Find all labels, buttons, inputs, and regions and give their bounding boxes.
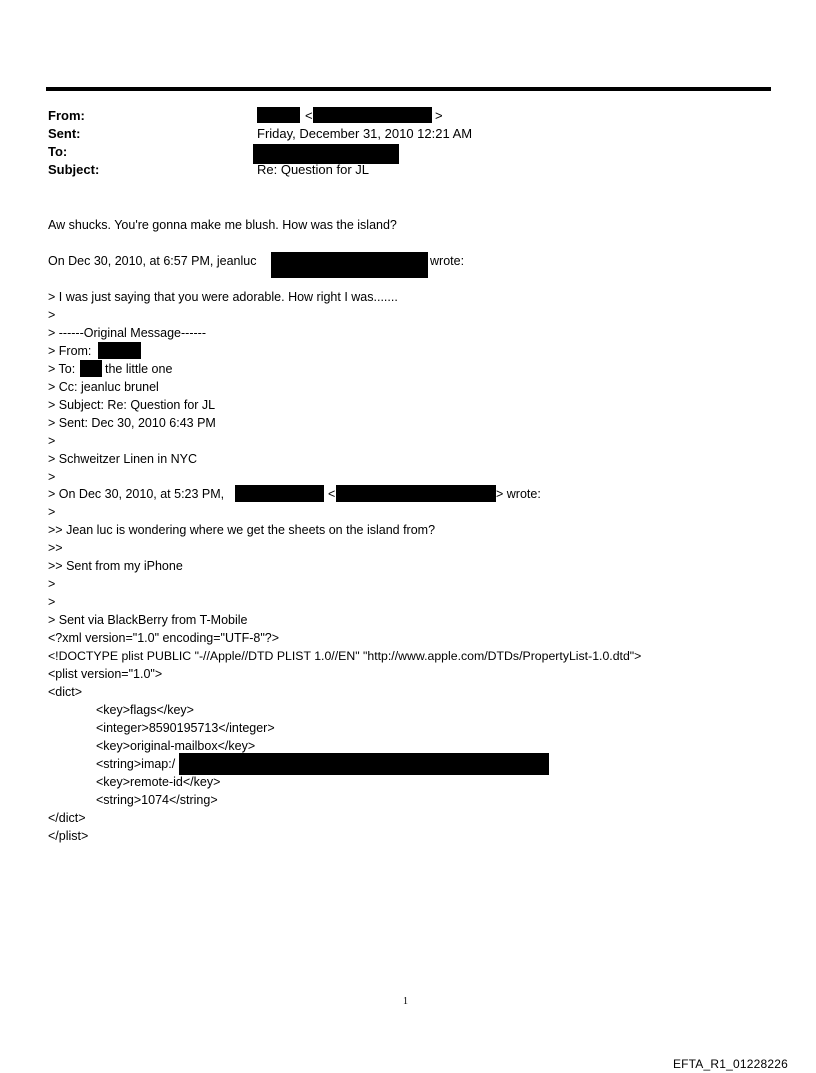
redaction-orig-from — [98, 342, 141, 359]
body-line: </dict> — [48, 811, 86, 825]
redaction-from-email — [313, 107, 432, 123]
body-line: <dict> — [48, 685, 83, 699]
from-bracket-close: > — [435, 108, 443, 123]
body-line: <key>flags</key> — [96, 703, 194, 717]
body-line: > ------Original Message------ — [48, 326, 206, 340]
body-line: the little one — [105, 362, 173, 376]
body-line: <key>remote-id</key> — [96, 775, 221, 789]
from-bracket-open: < — [305, 108, 313, 123]
body-line: <?xml version="1.0" encoding="UTF-8"?> — [48, 631, 280, 645]
body-line: <plist version="1.0"> — [48, 667, 163, 681]
body-line: > — [48, 577, 56, 591]
page-number: 1 — [403, 996, 408, 1007]
sent-label: Sent: — [48, 126, 81, 141]
body-line: > Sent via BlackBerry from T-Mobile — [48, 613, 248, 627]
redaction-sender-email — [271, 252, 428, 278]
redaction-imap-path — [179, 753, 549, 775]
document-id: EFTA_R1_01228226 — [672, 1057, 788, 1071]
redaction-reply-email — [336, 485, 496, 502]
body-line: > From: — [48, 344, 92, 358]
to-label: To: — [48, 144, 68, 159]
body-line: > Cc: jeanluc brunel — [48, 380, 159, 394]
body-line: <integer>8590195713</integer> — [96, 721, 275, 735]
body-line: > — [48, 595, 56, 609]
body-line: wrote: — [430, 254, 465, 268]
sent-value: Friday, December 31, 2010 12:21 AM — [257, 126, 473, 141]
body-line: > Subject: Re: Question for JL — [48, 398, 216, 412]
body-line: <string>imap:/ — [96, 757, 176, 771]
body-line: > — [48, 505, 56, 519]
body-line: > Schweitzer Linen in NYC — [48, 452, 198, 466]
body-line: > I was just saying that you were adorable. How right I was....... — [48, 290, 398, 304]
from-label: From: — [48, 108, 85, 123]
redaction-reply-name — [235, 485, 324, 502]
body-line: On Dec 30, 2010, at 6:57 PM, jeanluc — [48, 254, 257, 268]
subject-label: Subject: — [48, 162, 100, 177]
top-rule — [46, 87, 771, 91]
body-line: >> Sent from my iPhone — [48, 559, 183, 573]
body-line: Aw shucks. You're gonna make me blush. How was the island? — [48, 218, 397, 232]
body-line: > — [48, 434, 56, 448]
body-line: > On Dec 30, 2010, at 5:23 PM, — [48, 487, 225, 501]
body-line: > — [48, 308, 56, 322]
body-line: > To: — [48, 362, 76, 376]
body-line: >> — [48, 541, 63, 555]
body-line: >> Jean luc is wondering where we get the sheets on the island from? — [48, 523, 436, 537]
redaction-orig-to — [80, 360, 102, 377]
subject-value: Re: Question for JL — [257, 162, 369, 177]
body-line: <string>1074</string> — [96, 793, 218, 807]
body-line: <key>original-mailbox</key> — [96, 739, 256, 753]
body-line: < — [328, 487, 336, 501]
body-line: > — [48, 470, 56, 484]
body-line: </plist> — [48, 829, 89, 843]
redaction-from-name — [257, 107, 300, 123]
body-line: <!DOCTYPE plist PUBLIC "-//Apple//DTD PLIST 1.0//EN" "http://www.apple.com/DTDs/PropertyList-1.0.dtd"> — [48, 649, 642, 663]
body-line: > Sent: Dec 30, 2010 6:43 PM — [48, 416, 216, 430]
body-line: > wrote: — [496, 487, 541, 501]
